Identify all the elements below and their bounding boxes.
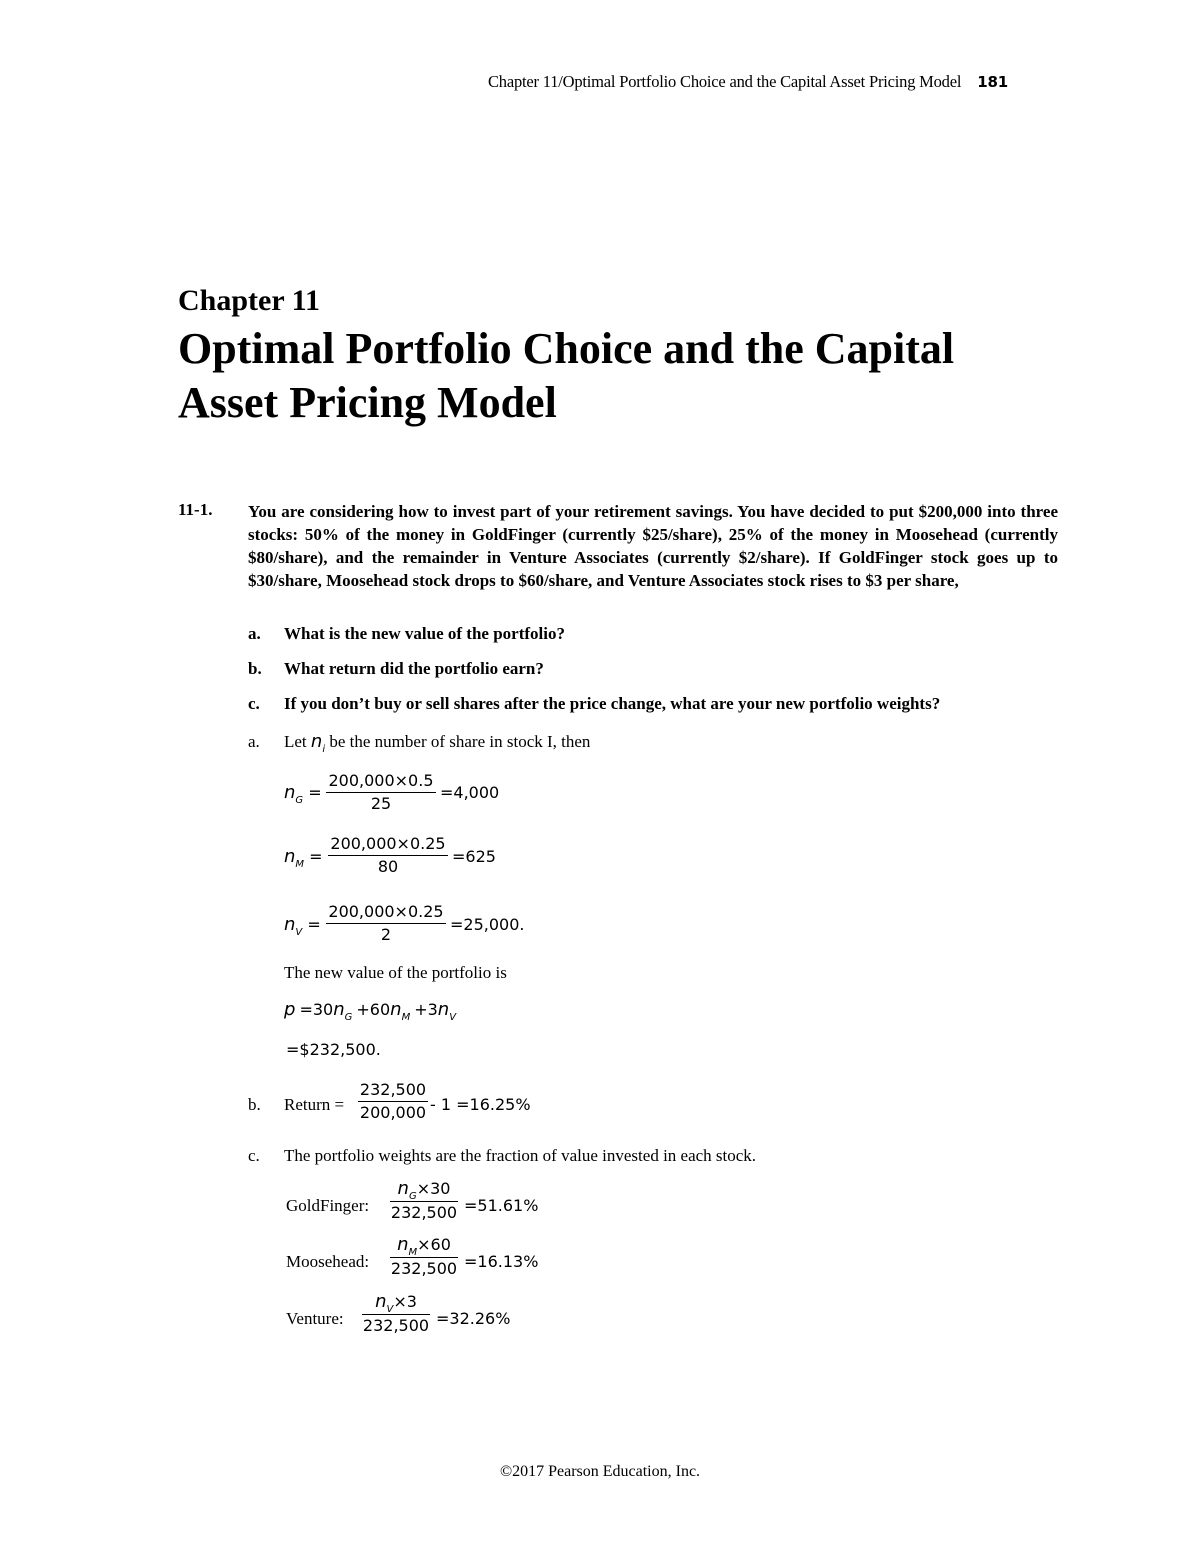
eq-ng-var: n <box>284 782 296 803</box>
chapter-label: Chapter 11 <box>178 284 320 317</box>
running-title: Chapter 11/Optimal Portfolio Choice and the Capital Asset Pricing Model <box>488 72 962 91</box>
eq-nm-lhs <box>284 846 323 870</box>
weight-goldfinger-multiplier: ×30 <box>416 1179 451 1198</box>
weight-goldfinger-numerator <box>390 1178 458 1202</box>
p-term-a-var: n <box>333 999 345 1020</box>
p-term-a-sub: G <box>344 1012 353 1023</box>
eq-nm-sub: M <box>295 859 305 870</box>
weight-venture-multiplier: ×3 <box>393 1292 417 1311</box>
solution-c-text: The portfolio weights are the fraction of value invested in each stock. <box>284 1146 757 1165</box>
eq-nv-numerator: 200,000×0.25 <box>328 902 444 921</box>
eq-nv-denominator: 2 <box>380 925 392 944</box>
weight-moosehead-denominator: 232,500 <box>390 1259 458 1278</box>
question-b-label: b. <box>248 659 262 678</box>
weight-goldfinger-fraction <box>390 1178 458 1222</box>
eq-nv-fraction <box>326 902 446 944</box>
solution-b <box>248 1095 344 1115</box>
eq-nm-fraction <box>328 834 448 876</box>
p-term-a: =30 <box>299 1000 334 1019</box>
weight-moosehead-var: n <box>397 1234 409 1255</box>
p-var: p <box>284 999 296 1020</box>
eq-ng-lhs <box>284 782 322 806</box>
new-value-text: The new value of the portfolio is <box>284 963 507 982</box>
p-term-c-sub: V <box>449 1012 457 1023</box>
weight-moosehead-fraction <box>390 1234 458 1278</box>
p-term-b-sub: M <box>401 1012 411 1023</box>
intro-var: n <box>310 731 323 752</box>
chapter-title-line-2: Asset Pricing Model <box>178 378 557 427</box>
intro-pre: Let <box>284 732 307 751</box>
p-term-c-var: n <box>437 999 450 1020</box>
eq-ng-numerator: 200,000×0.5 <box>328 771 434 790</box>
return-denominator: 200,000 <box>359 1103 427 1122</box>
portfolio-value-equation <box>284 999 457 1023</box>
eq-nv-sub: V <box>295 927 303 938</box>
weight-goldfinger-result: =51.61% <box>464 1196 539 1215</box>
question-c-text: If you don’t buy or sell shares after the price change, what are your new portfolio weights? <box>284 694 941 713</box>
eq-nv-equals: = <box>302 915 321 934</box>
question-c <box>248 694 940 714</box>
return-numerator: 232,500 <box>359 1080 427 1099</box>
page-number: 181 <box>977 73 1008 91</box>
weight-moosehead-numerator <box>390 1234 458 1258</box>
running-header <box>488 72 1008 92</box>
solution-a-intro <box>248 731 591 755</box>
return-fraction <box>358 1080 428 1122</box>
weight-goldfinger-denominator: 232,500 <box>390 1203 458 1222</box>
intro-sub: i <box>322 744 326 755</box>
weight-moosehead-result: =16.13% <box>464 1252 539 1271</box>
question-a <box>248 624 565 644</box>
p-term-c: +3 <box>414 1000 438 1019</box>
weight-moosehead-sub: M <box>408 1247 418 1258</box>
question-b <box>248 659 544 679</box>
return-result: - 1 =16.25% <box>430 1095 531 1114</box>
eq-ng-equals: = <box>303 783 322 802</box>
eq-nm-var: n <box>284 846 296 867</box>
footer-copyright: ©2017 Pearson Education, Inc. <box>499 1463 701 1480</box>
weight-moosehead-multiplier: ×60 <box>417 1235 451 1254</box>
solution-a-label: a. <box>248 732 260 751</box>
weight-venture-result: =32.26% <box>436 1309 511 1328</box>
chapter-title-line-1: Optimal Portfolio Choice and the Capital <box>178 324 955 373</box>
weight-moosehead-name: Moosehead: <box>286 1252 370 1271</box>
weight-goldfinger-var: n <box>397 1178 409 1199</box>
question-b-text: What return did the portfolio earn? <box>284 659 544 678</box>
weight-goldfinger-sub: G <box>408 1191 417 1202</box>
eq-nm-numerator: 200,000×0.25 <box>330 834 446 853</box>
problem-text: You are considering how to invest part of your retirement savings. You have decided to put $200,000 into three stocks: 50% of the money in GoldFinger (currently $25/share), 25% of the money in Moosehead (currently $80/share), and the remainder in Venture Associates (currently $2/share). If GoldFinger stock goes up to $30/share, Moosehead stock drops to $60/share, and Venture Associates stock rises to $3 per share, <box>248 502 1058 590</box>
solution-c-label: c. <box>248 1146 260 1165</box>
weight-venture-fraction <box>362 1291 430 1335</box>
weight-venture-var: n <box>375 1291 387 1312</box>
weight-venture-numerator <box>362 1291 430 1315</box>
intro-post: be the number of share in stock I, then <box>329 732 591 751</box>
eq-nm-equals: = <box>304 847 323 866</box>
chapter-title <box>178 322 1078 430</box>
solution-c-intro <box>248 1146 756 1166</box>
eq-nm-result: =625 <box>452 847 496 866</box>
question-a-label: a. <box>248 624 261 643</box>
return-pre: Return = <box>284 1095 345 1114</box>
weight-venture-name: Venture: <box>286 1309 344 1328</box>
eq-nv-result: =25,000. <box>450 915 525 934</box>
weight-goldfinger-name: GoldFinger: <box>286 1196 370 1215</box>
question-c-label: c. <box>248 694 260 713</box>
p-term-b: +60 <box>356 1000 391 1019</box>
eq-ng-denominator: 25 <box>370 794 392 813</box>
eq-ng-result: =4,000 <box>440 783 500 802</box>
question-a-text: What is the new value of the portfolio? <box>284 624 565 643</box>
solution-b-label: b. <box>248 1095 261 1114</box>
portfolio-value-result: =$232,500. <box>286 1040 381 1059</box>
p-term-b-var: n <box>390 999 402 1020</box>
eq-nm-denominator: 80 <box>377 857 399 876</box>
eq-ng-sub: G <box>295 795 304 806</box>
problem-number: 11-1. <box>178 500 213 519</box>
eq-nv-var: n <box>284 914 296 935</box>
eq-nv-lhs <box>284 914 321 938</box>
eq-ng-fraction <box>326 771 436 813</box>
weight-venture-sub: V <box>386 1304 394 1315</box>
weight-venture-denominator: 232,500 <box>362 1316 430 1335</box>
